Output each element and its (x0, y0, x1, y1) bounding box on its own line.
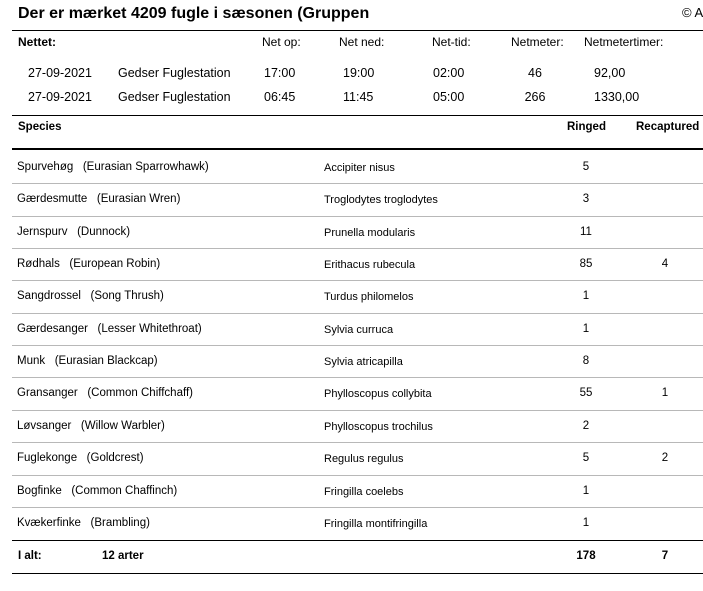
species-common-name: Spurvehøg (Eurasian Sparrowhawk) (17, 161, 209, 173)
copyright-mark: © A (682, 5, 703, 20)
total-ringed: 178 (576, 550, 596, 562)
col-net-up: Net op: (262, 35, 301, 49)
species-common-name: Gransanger (Common Chiffchaff) (17, 387, 193, 400)
col-species: Species (18, 121, 62, 133)
species-common-name: Fuglekonge (Goldcrest) (17, 452, 144, 465)
table-row (0, 313, 703, 345)
nets-label: Nettet: (18, 35, 56, 49)
ringed-count: 5 (582, 452, 590, 465)
species-common-name: Bogfinke (Common Chaffinch) (17, 484, 178, 497)
species-common-name: Kvækerfinke (Brambling) (17, 516, 150, 529)
ringed-count: 85 (579, 258, 593, 271)
species-common-name: Jernspurv (Dunnock) (17, 225, 131, 238)
net-station: Gedser Fuglestation (118, 90, 231, 104)
table-row (0, 442, 703, 474)
header-divider (12, 148, 703, 150)
table-row (0, 345, 703, 377)
table-row (0, 507, 703, 539)
recaptured-count: 1 (661, 387, 669, 400)
net-up: 17:00 (264, 66, 296, 80)
nets-divider (12, 115, 703, 116)
species-common-name: Løvsanger (Willow Warbler) (17, 419, 165, 432)
species-scientific-name: Phylloscopus collybita (324, 388, 432, 401)
ringed-count: 1 (582, 484, 590, 497)
table-row (0, 248, 703, 280)
net-meters: 266 (524, 90, 546, 104)
total-recaptured: 7 (661, 550, 669, 562)
species-scientific-name: Sylvia curruca (324, 323, 394, 336)
ringed-count: 55 (579, 387, 593, 400)
net-meterhours: 1330,00 (594, 90, 640, 104)
species-common-name: Rødhals (European Robin) (17, 258, 161, 271)
table-row (0, 280, 703, 312)
col-recaptured: Recaptured (636, 121, 700, 133)
total-bottom-divider (12, 573, 703, 574)
species-common-name: Gærdesmutte (Eurasian Wren) (17, 193, 181, 206)
net-station: Gedser Fuglestation (118, 66, 231, 80)
col-net-down: Net ned: (339, 35, 385, 49)
table-row (0, 151, 703, 183)
net-date: 27-09-2021 (28, 90, 92, 104)
net-time: 05:00 (433, 90, 465, 104)
col-net-meterhours: Netmetertimer: (584, 35, 664, 49)
net-down: 19:00 (343, 66, 375, 80)
report-title: Der er mærket 4209 fugle i sæsonen (Gruppen (18, 5, 370, 22)
species-common-name: Sangdrossel (Song Thrush) (17, 290, 164, 303)
ringed-count: 3 (582, 193, 590, 206)
species-scientific-name: Sylvia atricapilla (324, 356, 403, 369)
species-scientific-name: Prunella modularis (324, 226, 416, 239)
total-species-count: 12 arter (102, 550, 144, 562)
total-label: I alt: (18, 550, 42, 562)
net-date: 27-09-2021 (28, 66, 92, 80)
ringed-count: 11 (580, 225, 592, 238)
table-row (0, 410, 703, 442)
col-ringed: Ringed (567, 121, 606, 133)
ringed-count: 5 (582, 161, 590, 173)
species-common-name: Munk (Eurasian Blackcap) (17, 355, 158, 368)
ringed-count: 1 (582, 290, 590, 303)
species-scientific-name: Regulus regulus (324, 453, 404, 466)
net-time: 02:00 (433, 66, 465, 80)
net-up: 06:45 (264, 90, 296, 104)
net-meters: 46 (528, 66, 542, 80)
ringed-count: 1 (582, 516, 590, 529)
net-down: 11:45 (343, 90, 374, 104)
title-divider (12, 30, 703, 31)
recaptured-count: 4 (661, 258, 669, 271)
table-row (0, 183, 703, 215)
net-meterhours: 92,00 (594, 66, 626, 80)
col-net-meters: Netmeter: (511, 35, 564, 49)
ringed-count: 8 (582, 355, 590, 368)
ringed-count: 2 (582, 419, 590, 432)
col-net-time: Net-tid: (432, 35, 471, 49)
total-top-divider (12, 540, 703, 541)
species-common-name: Gærdesanger (Lesser Whitethroat) (17, 322, 202, 335)
table-row (0, 475, 703, 507)
table-row (0, 216, 703, 248)
species-scientific-name: Turdus philomelos (324, 291, 414, 304)
species-scientific-name: Fringilla montifringilla (324, 517, 428, 530)
recaptured-count: 2 (661, 452, 669, 465)
table-row (0, 377, 703, 409)
species-scientific-name: Accipiter nisus (324, 162, 395, 174)
species-scientific-name: Fringilla coelebs (324, 485, 404, 498)
species-scientific-name: Troglodytes troglodytes (324, 194, 438, 207)
species-scientific-name: Erithacus rubecula (324, 259, 416, 272)
ringed-count: 1 (582, 322, 590, 335)
species-scientific-name: Phylloscopus trochilus (324, 420, 433, 433)
